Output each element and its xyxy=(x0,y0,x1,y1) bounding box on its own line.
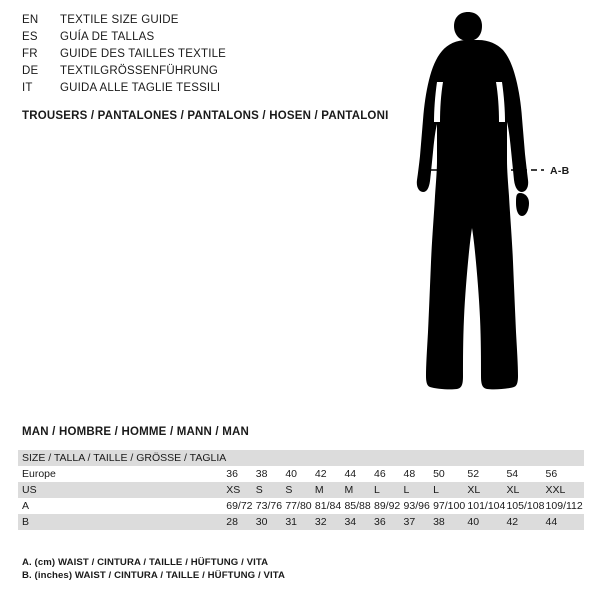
row-cell: 109/112 xyxy=(545,500,583,512)
language-title: GUÍA DE TALLAS xyxy=(60,31,155,43)
table-row xyxy=(18,498,584,514)
language-code: FR xyxy=(22,48,38,60)
row-cell: 32 xyxy=(314,516,327,528)
row-cell: 56 xyxy=(545,468,558,480)
language-code: DE xyxy=(22,65,39,77)
row-cell: 36 xyxy=(373,516,386,528)
language-row xyxy=(22,31,352,48)
row-cell xyxy=(256,450,286,466)
row-cell xyxy=(506,450,545,466)
row-cell: 34 xyxy=(344,516,357,528)
table-row xyxy=(18,450,584,466)
row-cell: 42 xyxy=(506,516,519,528)
row-cell: 52 xyxy=(467,468,480,480)
row-label: SIZE / TALLA / TAILLE / GRÖSSE / TAGLIA xyxy=(22,452,227,464)
row-cell: 28 xyxy=(226,516,238,528)
size-table xyxy=(18,450,584,530)
row-cell: XXL xyxy=(545,484,566,496)
row-cell: XL xyxy=(506,484,520,496)
row-cell xyxy=(467,450,506,466)
row-cell: 38 xyxy=(255,468,268,480)
row-cell: 46 xyxy=(373,468,386,480)
row-cell: S xyxy=(255,484,263,496)
row-cell xyxy=(285,450,315,466)
row-cell: 81/84 xyxy=(314,500,342,512)
row-label: Europe xyxy=(22,468,56,480)
row-cell: 73/76 xyxy=(255,500,283,512)
footnote-a: A. (cm) WAIST / CINTURA / TAILLE / HÜFTUNG / VITA xyxy=(22,557,269,568)
measure-label-ab: A-B xyxy=(550,165,570,177)
row-cell: 50 xyxy=(433,468,445,480)
row-cell: 93/96 xyxy=(403,500,430,512)
row-cell: 44 xyxy=(545,516,558,528)
row-cell: 105/108 xyxy=(506,500,545,512)
row-cell: 44 xyxy=(344,468,357,480)
row-cell xyxy=(374,450,404,466)
page-title: TROUSERS / PANTALONES / PANTALONS / HOSEN / PANTALONI xyxy=(22,110,389,122)
row-cell: 40 xyxy=(467,516,480,528)
row-cell: 48 xyxy=(403,468,416,480)
row-cell: 89/92 xyxy=(373,500,401,512)
footnote-b: B. (inches) WAIST / CINTURA / TAILLE / HÜFTUNG / VITA xyxy=(22,570,286,581)
standing-man-silhouette-icon xyxy=(392,10,592,410)
footnotes xyxy=(22,556,285,582)
table-row xyxy=(18,514,584,530)
language-row xyxy=(22,82,352,99)
row-label: US xyxy=(22,484,37,496)
language-title: TEXTILGRÖSSENFÜHRUNG xyxy=(60,65,218,77)
row-cell: XL xyxy=(467,484,481,496)
language-row xyxy=(22,65,352,82)
row-cell xyxy=(404,450,434,466)
table-row xyxy=(18,466,584,482)
row-cell: 69/72 xyxy=(226,500,253,512)
row-cell xyxy=(344,450,374,466)
row-cell: XS xyxy=(226,484,241,496)
row-cell: M xyxy=(344,484,354,496)
language-code: IT xyxy=(22,82,33,94)
row-cell xyxy=(315,450,345,466)
row-cell: 40 xyxy=(285,468,298,480)
row-cell xyxy=(433,450,467,466)
language-code: ES xyxy=(22,31,38,43)
row-cell: 42 xyxy=(314,468,327,480)
row-cell: 31 xyxy=(285,516,298,528)
row-cell: 85/88 xyxy=(344,500,371,512)
row-cell: 101/104 xyxy=(467,500,506,512)
row-cell: L xyxy=(373,484,380,496)
row-cell: M xyxy=(314,484,324,496)
row-cell: 36 xyxy=(226,468,238,480)
language-row xyxy=(22,14,352,31)
row-cell xyxy=(546,450,584,466)
language-title: GUIDE DES TAILLES TEXTILE xyxy=(60,48,227,60)
row-cell: L xyxy=(433,484,439,496)
table-row xyxy=(18,482,584,498)
row-label: B xyxy=(22,516,30,528)
row-cell: 54 xyxy=(506,468,519,480)
language-row xyxy=(22,48,352,65)
row-cell: L xyxy=(403,484,410,496)
language-title: GUIDA ALLE TAGLIE TESSILI xyxy=(60,82,221,94)
row-cell: 37 xyxy=(403,516,416,528)
row-label: A xyxy=(22,500,30,512)
language-title-block xyxy=(22,14,352,99)
row-cell: 38 xyxy=(433,516,445,528)
language-title: TEXTILE SIZE GUIDE xyxy=(60,14,179,26)
figure-illustration xyxy=(392,10,592,410)
language-code: EN xyxy=(22,14,39,26)
row-cell: 77/80 xyxy=(285,500,312,512)
table-section-title: MAN / HOMBRE / HOMME / MANN / MAN xyxy=(22,426,250,438)
row-cell: 97/100 xyxy=(433,500,466,512)
row-cell: 30 xyxy=(255,516,268,528)
row-cell xyxy=(226,450,256,466)
row-cell: S xyxy=(285,484,293,496)
